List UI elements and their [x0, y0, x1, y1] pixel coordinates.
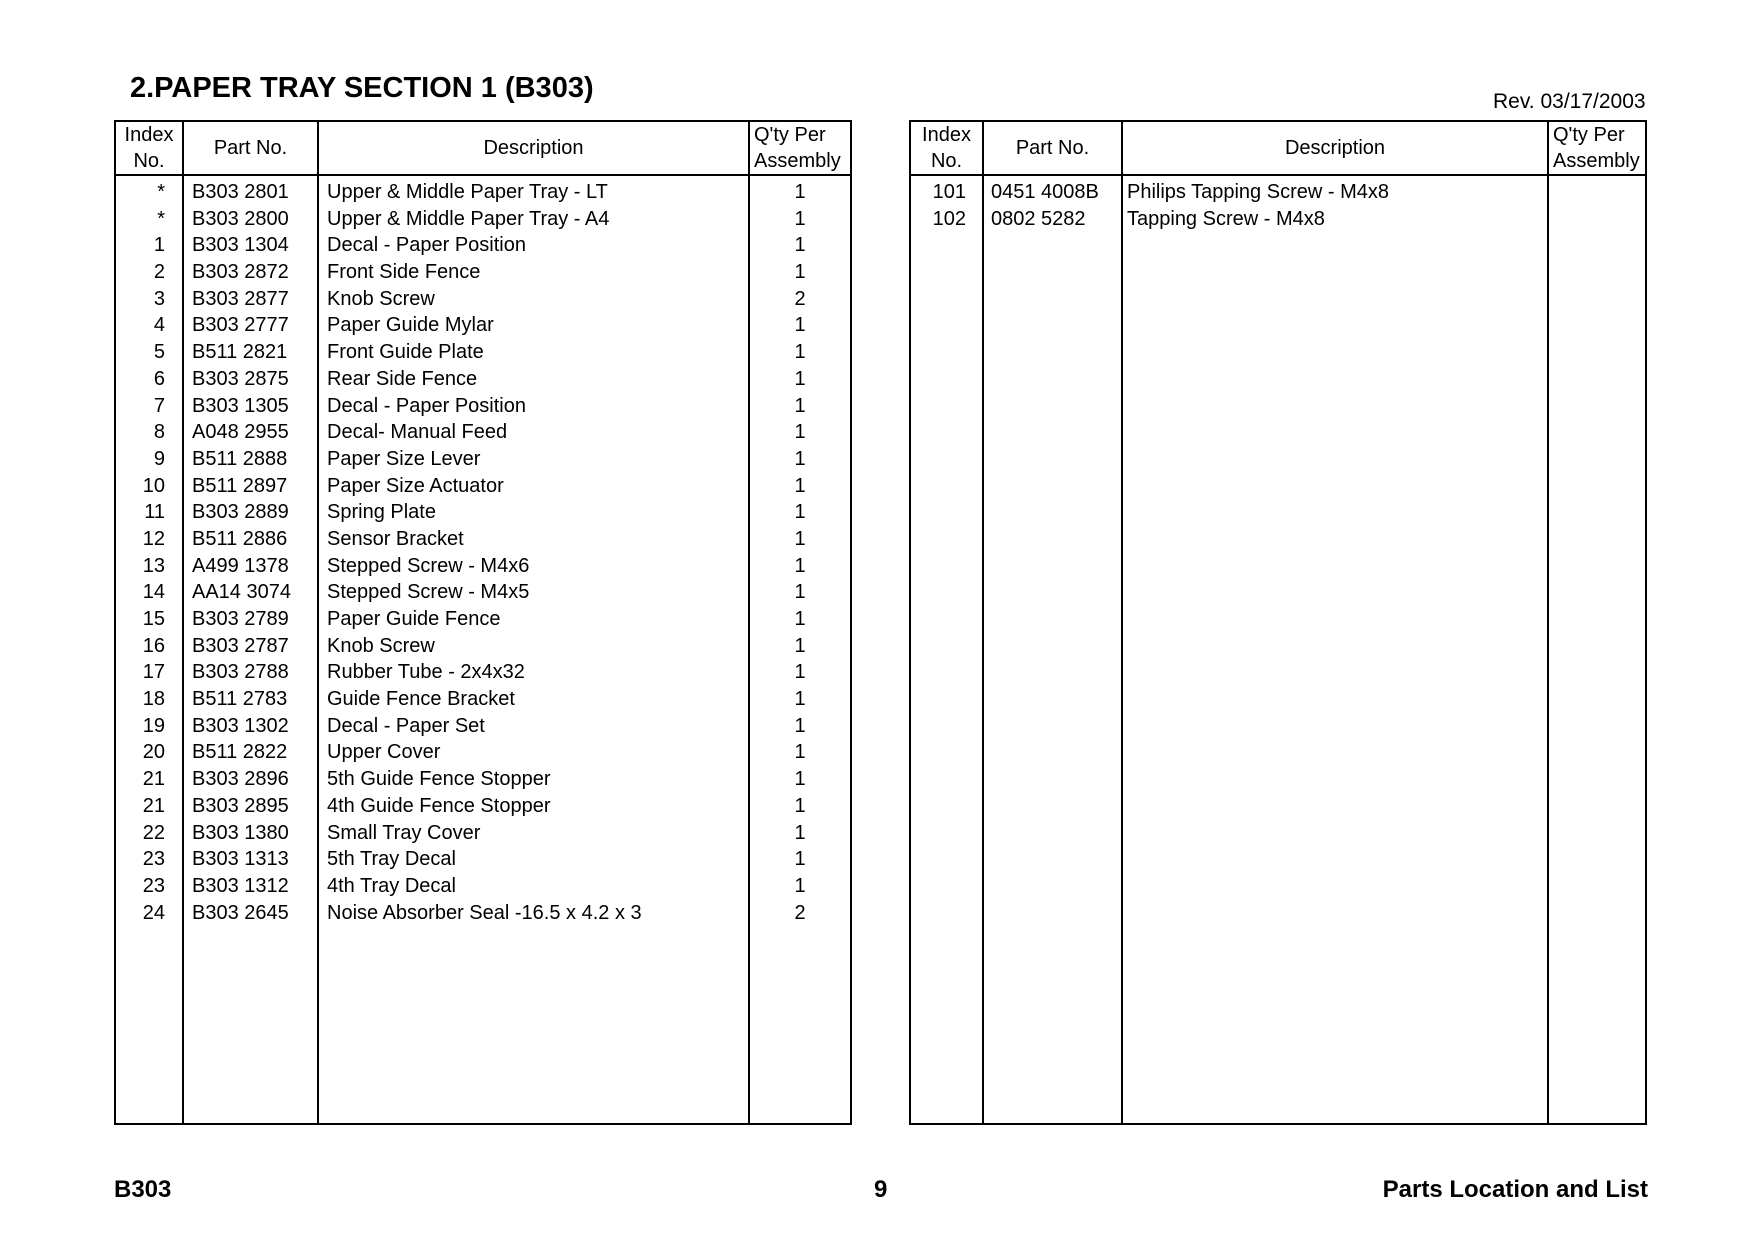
qty-cell: 1	[794, 688, 806, 711]
index-cell: 20	[142, 741, 165, 764]
description-cell: Philips Tapping Screw - M4x8	[1127, 181, 1389, 203]
description-cell: Spring Plate	[327, 501, 436, 524]
index-cell: 9	[153, 447, 165, 470]
part-no-cell: B511 2888	[192, 447, 288, 470]
description-cell: Stepped Screw - M4x5	[327, 581, 530, 604]
parts-table-left	[114, 120, 852, 1125]
index-cell: 13	[142, 554, 165, 577]
qty-cell: 1	[794, 794, 806, 817]
header-index: Index No.	[124, 124, 174, 172]
index-cell: 21	[142, 794, 165, 817]
table-row	[116, 366, 850, 393]
description-cell: 5th Guide Fence Stopper	[327, 768, 551, 791]
description-cell: Upper Cover	[327, 741, 441, 764]
part-no-cell: B303 2789	[192, 608, 289, 630]
description-cell: Front Guide Plate	[327, 341, 484, 364]
index-cell: 2	[153, 261, 165, 284]
qty-cell: 1	[794, 181, 806, 203]
table-row	[116, 312, 850, 339]
qty-cell: 1	[794, 394, 806, 417]
index-cell: 24	[142, 901, 165, 924]
qty-cell: 1	[794, 741, 806, 764]
description-cell: Rear Side Fence	[327, 367, 478, 390]
qty-cell: 1	[794, 608, 806, 630]
header-index: Index No.	[922, 124, 971, 172]
part-no-cell: B303 2788	[192, 661, 289, 684]
description-cell: Sensor Bracket	[327, 527, 464, 550]
qty-cell: 1	[794, 421, 806, 444]
footer-page-number: 9	[874, 1176, 888, 1203]
qty-cell: 1	[794, 768, 806, 791]
header-description: Description	[483, 137, 584, 159]
page-title: 2.PAPER TRAY SECTION 1 (B303)	[130, 72, 594, 104]
column-divider	[1547, 122, 1549, 1123]
index-cell: 5	[153, 341, 165, 364]
description-cell: Front Side Fence	[327, 261, 481, 284]
table-row	[116, 873, 850, 900]
qty-cell: 1	[794, 234, 806, 257]
part-no-cell: B303 1305	[192, 394, 289, 417]
qty-cell: 1	[794, 207, 806, 230]
part-no-cell: A499 1378	[192, 554, 289, 577]
table-row	[116, 393, 850, 420]
part-no-cell: B303 2877	[192, 287, 289, 310]
index-cell: *	[157, 207, 165, 230]
part-no-cell: AA14 3074	[192, 581, 291, 604]
description-cell: Knob Screw	[327, 287, 435, 310]
part-no-cell: B511 2783	[192, 688, 288, 711]
revision-date: Rev. 03/17/2003	[1493, 90, 1646, 113]
part-no-cell: B303 1313	[192, 848, 289, 871]
header-description: Description	[1284, 137, 1386, 159]
description-cell: Decal - Paper Position	[327, 234, 526, 257]
qty-cell: 1	[794, 554, 806, 577]
description-cell: Noise Absorber Seal -16.5 x 4.2 x 3	[327, 901, 642, 924]
part-no-cell: B303 1312	[192, 874, 289, 897]
index-cell: 15	[142, 608, 165, 630]
description-cell: Decal - Paper Position	[327, 394, 526, 417]
part-no-cell: B303 2800	[192, 207, 289, 230]
table-row	[116, 766, 850, 793]
table-row	[116, 232, 850, 259]
description-cell: Decal - Paper Set	[327, 714, 485, 737]
qty-cell: 1	[794, 527, 806, 550]
part-no-cell: 0802 5282	[991, 207, 1086, 230]
description-cell: Upper & Middle Paper Tray - A4	[327, 207, 610, 230]
index-cell: 22	[142, 821, 165, 844]
description-cell: Paper Guide Fence	[327, 608, 501, 630]
description-cell: Paper Size Lever	[327, 447, 481, 470]
table-row	[116, 793, 850, 820]
qty-cell: 1	[794, 848, 806, 871]
table-row	[911, 206, 1645, 233]
qty-cell: 1	[794, 447, 806, 470]
description-cell: 4th Tray Decal	[327, 874, 456, 897]
part-no-cell: B511 2886	[192, 527, 288, 550]
index-cell: 23	[142, 848, 165, 871]
index-cell: 12	[142, 527, 165, 550]
part-no-cell: B511 2897	[192, 474, 288, 497]
description-cell: Rubber Tube - 2x4x32	[327, 661, 525, 684]
description-cell: Upper & Middle Paper Tray - LT	[327, 181, 608, 203]
qty-cell: 2	[794, 287, 806, 310]
qty-cell: 2	[794, 901, 806, 924]
qty-cell: 1	[794, 821, 806, 844]
table-row	[911, 179, 1645, 206]
part-no-cell: B303 1302	[192, 714, 289, 737]
table-row	[116, 526, 850, 553]
part-no-cell: B303 2777	[192, 314, 289, 337]
part-no-cell: B303 2872	[192, 261, 289, 284]
part-no-cell: A048 2955	[192, 421, 289, 444]
table-row	[116, 713, 850, 740]
part-no-cell: B303 2895	[192, 794, 289, 817]
header-qty: Q'ty Per Assembly	[754, 124, 841, 172]
table-row	[116, 259, 850, 286]
qty-cell: 1	[794, 261, 806, 284]
table-row	[116, 339, 850, 366]
qty-cell: 1	[794, 314, 806, 337]
index-cell: 4	[153, 314, 165, 337]
index-cell: 101	[932, 181, 966, 203]
index-cell: 23	[142, 874, 165, 897]
description-cell: Guide Fence Bracket	[327, 688, 515, 711]
part-no-cell: 0451 4008B	[991, 181, 1099, 203]
description-cell: Paper Size Actuator	[327, 474, 504, 497]
part-no-cell: B511 2821	[192, 341, 288, 364]
qty-cell: 1	[794, 341, 806, 364]
parts-rows-left	[116, 179, 850, 926]
table-row	[116, 206, 850, 233]
footer-section-title: Parts Location and List	[1382, 1176, 1648, 1203]
index-cell: 18	[142, 688, 165, 711]
header-qty: Q'ty Per Assembly	[1553, 124, 1640, 172]
description-cell: Paper Guide Mylar	[327, 314, 494, 337]
table-row	[116, 659, 850, 686]
table-row	[116, 900, 850, 927]
description-cell: 5th Tray Decal	[327, 848, 456, 871]
part-no-cell: B511 2822	[192, 741, 288, 764]
part-no-cell: B303 1380	[192, 821, 289, 844]
qty-cell: 1	[794, 474, 806, 497]
qty-cell: 1	[794, 367, 806, 390]
table-row	[116, 686, 850, 713]
footer-model: B303	[114, 1176, 172, 1203]
column-divider	[1121, 122, 1123, 1123]
column-divider	[982, 122, 984, 1123]
table-row	[116, 633, 850, 660]
description-cell: Stepped Screw - M4x6	[327, 554, 530, 577]
index-cell: 3	[153, 287, 165, 310]
index-cell: 16	[142, 634, 165, 657]
table-row	[116, 820, 850, 847]
part-no-cell: B303 2896	[192, 768, 289, 791]
table-row	[116, 579, 850, 606]
header-part-no: Part No.	[213, 137, 288, 159]
qty-cell: 1	[794, 661, 806, 684]
qty-cell: 1	[794, 581, 806, 604]
table-row	[116, 846, 850, 873]
index-cell: 11	[144, 501, 165, 524]
part-no-cell: B303 2645	[192, 901, 289, 924]
description-cell: Tapping Screw - M4x8	[1127, 207, 1325, 230]
index-cell: 19	[142, 714, 165, 737]
index-cell: 8	[153, 421, 165, 444]
part-no-cell: B303 2787	[192, 634, 289, 657]
index-cell: 10	[142, 474, 165, 497]
description-cell: Decal- Manual Feed	[327, 421, 508, 444]
index-cell: *	[157, 181, 165, 203]
description-cell: Small Tray Cover	[327, 821, 481, 844]
part-no-cell: B303 2875	[192, 367, 289, 390]
table-row	[116, 739, 850, 766]
part-no-cell: B303 2801	[192, 181, 289, 203]
qty-cell: 1	[794, 874, 806, 897]
table-row	[116, 179, 850, 206]
index-cell: 1	[153, 234, 165, 257]
table-row	[116, 606, 850, 633]
table-row	[116, 473, 850, 500]
description-cell: Knob Screw	[327, 634, 435, 657]
table-row	[116, 499, 850, 526]
header-part-no: Part No.	[1015, 137, 1090, 159]
qty-cell: 1	[794, 714, 806, 737]
parts-table-right	[909, 120, 1647, 1125]
index-cell: 7	[153, 394, 165, 417]
part-no-cell: B303 1304	[192, 234, 289, 257]
header-divider	[116, 174, 850, 176]
part-no-cell: B303 2889	[192, 501, 289, 524]
index-cell: 102	[932, 207, 966, 230]
parts-rows-right	[911, 179, 1645, 232]
table-row	[116, 553, 850, 580]
index-cell: 14	[142, 581, 165, 604]
qty-cell: 1	[794, 501, 806, 524]
table-row	[116, 419, 850, 446]
table-row	[116, 446, 850, 473]
table-row	[116, 286, 850, 313]
index-cell: 6	[153, 367, 165, 390]
description-cell: 4th Guide Fence Stopper	[327, 794, 551, 817]
index-cell: 17	[142, 661, 165, 684]
qty-cell: 1	[794, 634, 806, 657]
header-divider	[911, 174, 1645, 176]
index-cell: 21	[142, 768, 165, 791]
